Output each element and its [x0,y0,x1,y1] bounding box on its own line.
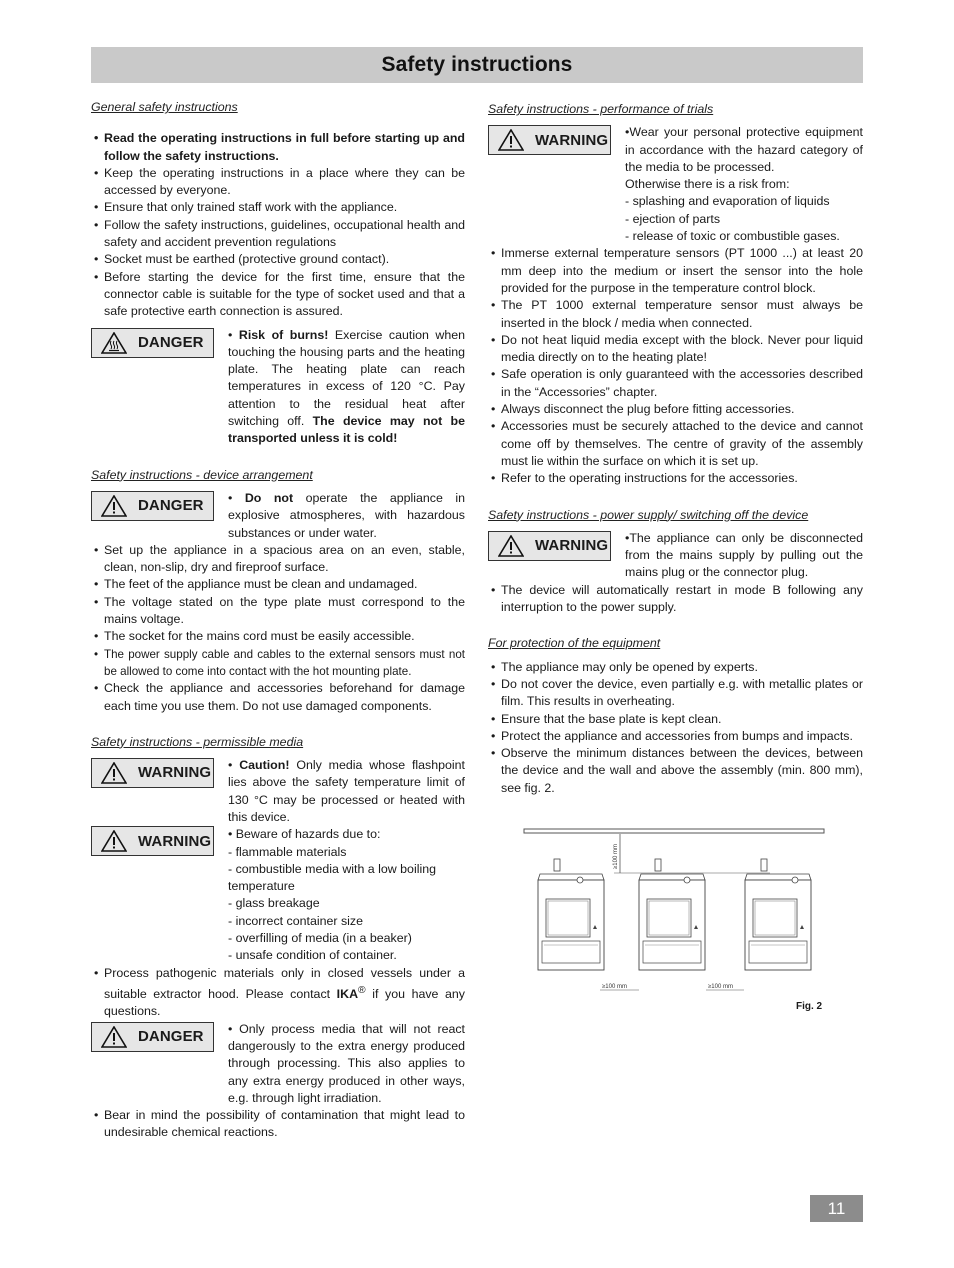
warning-badge [488,125,611,155]
general-item-1: • Read the operating instructions in full before starting up and follow the safety instructions. [91,130,465,165]
hazard-item: - flammable materials [228,844,347,859]
danger-badge [91,491,214,521]
trials-heading: Safety instructions - performance of trials [488,102,714,116]
general-item-2: • Keep the operating instructions in a place where they can be accessed by everyone. [91,165,465,200]
hazards-intro: Beware of hazards due to: [235,827,381,842]
risk-item: - release of toxic or combustible gases. [625,229,840,244]
danger-label: DANGER [138,333,204,351]
warning-triangle-icon [92,830,136,852]
general-item-3: • Ensure that only trained staff work with the appliance. [91,199,465,216]
device-3 [745,859,811,970]
arrangement-item-5: • The power supply cable and cables to the external sensors must not be allowed to come into contact with the hot mounting plate. [91,646,465,681]
pathogenic-tail: if you have any questions. [104,987,465,1019]
protection-item-1: • The appliance may only be opened by experts. [488,659,863,676]
danger-badge [91,1022,214,1052]
general-item-4: • Follow the safety instructions, guidelines, occupational health and safety and accident prevention regulations [91,217,465,252]
hot-surface-warning-icon [92,332,136,354]
hazard-item: - unsafe condition of container. [228,948,397,963]
device-2 [639,859,705,970]
mains-text: The appliance can only be disconnected from the mains supply by pulling out the mains plug or the connector plug. [625,530,863,580]
page-title: Safety instructions [381,53,573,77]
general-item-6: • Before starting the device for the first time, ensure that the connector cable is suitable for the type of socket used and that a safe protective earth connection is assured. [91,269,465,321]
warning-flashpoint-text: • Caution! Only media whose flashpoint lies above the safety temperature limit of 130 °C may be processed or heated with this device. [228,758,465,824]
warning-hazards-box [91,826,465,964]
arrangement-item-2: • The feet of the appliance must be clean and undamaged. [91,576,465,593]
pathogenic-item [91,965,465,1021]
warning-flashpoint-box [91,757,465,826]
warning-badge [91,758,214,788]
warning-badge [488,531,611,561]
media-heading: Safety instructions - permissible media [91,734,304,749]
ppe-text: Wear your personal protective equipment in accordance with the hazard category of the media to be processed. [625,125,863,174]
protection-item-5: • Observe the minimum distances between the devices, between the device and the wall and above the assembly (min. 800 mm), see fig. 2. [488,745,863,797]
protection-heading: For protection of the equipment [488,636,661,651]
warning-triangle-icon [489,535,533,557]
warning-triangle-icon [489,129,533,151]
warning-label: WARNING [138,764,212,782]
dim-gap-1-label: ≥100 mm [602,984,627,990]
danger-label: DANGER [138,1028,204,1046]
title-bar [91,47,863,83]
arrangement-item-6: • Check the appliance and accessories beforehand for damage each time you use them. Do not use damaged components. [91,680,465,715]
contamination-item: • Bear in mind the possibility of contamination that might lead to undesirable chemical reactions. [91,1107,465,1142]
flashpoint-lead: Caution! [239,758,290,773]
protection-item-4: • Protect the appliance and accessories from bumps and impacts. [488,728,863,745]
device-1 [538,859,604,970]
warning-label: WARNING [535,537,609,555]
warning-label: WARNING [138,832,212,850]
burns-tail: The device may not be transported unless it is cold! [228,414,465,446]
risk-item: - splashing and evaporation of liquids [625,194,830,209]
danger-label: DANGER [138,497,204,515]
figure-label: Fig. 2 [796,1001,823,1012]
trials-item-6: • Accessories must be securely attached to the device and cannot come off by themselves. The centre of gravity of the assembly must lie within the surface on which it is set up. [488,418,863,470]
arrangement-heading: Safety instructions - device arrangement [91,467,313,482]
warning-label: WARNING [535,131,609,149]
pathogenic-text: Process pathogenic materials only in closed vessels under a suitable extractor hood. Please contact [104,965,465,1002]
trials-item-1: • Immerse external temperature sensors (PT 1000 ...) at least 20 mm deep into the medium or insert the sensor into the hole provided for the purpose in the temperature control block. [488,245,863,297]
energy-text: Only process media that will not react dangerously to the extra energy produced through processing. This also applies to any extra energy produced in other ways, e.g. through light irradiation. [228,1021,465,1105]
atmosphere-text: operate the appliance in explosive atmospheres, with hazardous substances or under water. [228,490,465,540]
warning-ppe-box [488,124,863,245]
trials-item-7: • Refer to the operating instructions for the accessories. [488,470,863,487]
registered-mark: ® [358,984,366,996]
danger-burns-text: • Risk of burns! Exercise caution when touching the housing parts and the heating plate. The heating plate can reach temperatures in excess of 120 °C. Pay attention to the residual heat after switching off. The device may not be transported unless it is cold! [228,327,466,446]
restart-item: • The device will automatically restart in mode B following any interruption to the power supply. [488,582,863,617]
risk-item: - ejection of parts [625,211,721,226]
left-column [91,97,465,1142]
hazard-item: - incorrect container size [228,913,363,928]
warning-triangle-icon [92,762,136,784]
hazard-item: - overfilling of media (in a beaker) [228,931,412,946]
power-heading: Safety instructions - power supply/ switching off the device [488,507,809,522]
general-item-5: • Socket must be earthed (protective ground contact). [91,251,465,268]
dim-top-label: ≥100 mm [613,844,619,869]
trials-item-5: • Always disconnect the plug before fitting accessories. [488,401,863,418]
arrangement-item-3: • The voltage stated on the type plate must correspond to the mains voltage. [91,594,465,629]
ppe-risk: Otherwise there is a risk from: [625,177,790,192]
arrangement-item-1: • Set up the appliance in a spacious area on an even, stable, clean, non-slip, dry and fireproof surface. [91,542,465,577]
protection-item-3: • Ensure that the base plate is kept clean. [488,711,863,728]
general-heading: General safety instructions [91,100,238,114]
warning-mains-text: •The appliance can only be disconnected from the mains supply by pulling out the mains plug or the connector plug. [625,530,863,580]
warning-ppe-text: •Wear your personal protective equipment in accordance with the hazard category of the media to be processed. Otherwise there is a risk from: - splashing and evaporation of liquids - ejection of parts - release of toxic or combustible gases. [611,124,863,245]
danger-atmosphere-box [91,490,465,542]
arrangement-item-4: • The socket for the mains cord must be easily accessible. [91,628,465,645]
danger-atmosphere-text: • Do not operate the appliance in explosive atmospheres, with hazardous substances or under water. [228,490,465,540]
warning-badge [91,826,214,856]
flashpoint-text: Only media whose flashpoint lies above the safety temperature limit of 130 °C may be processed or heated with this device. [228,758,465,824]
burns-text: Exercise caution when touching the housing parts and the heating plate. The heating plate can reach temperatures in excess of 120 °C. Pay attention to the residual heat after switching off. [228,327,466,429]
warning-hazards-text: • Beware of hazards due to: - flammable materials - combustible media with a low boiling temperature - glass breakage - incorrect container size - overfilling of media (in a beaker) - unsafe condition of container. [214,826,465,964]
protection-item-2: • Do not cover the device, even partially e.g. with metallic plates or film. This results in overheating. [488,676,863,711]
warning-triangle-icon [92,1026,136,1048]
ika-brand: IKA [336,987,359,1002]
warning-mains-box [488,530,863,582]
danger-badge [91,328,214,358]
figure-2-device-spacing [522,825,826,1020]
trials-item-2: • The PT 1000 external temperature sensor must always be inserted in the block / media when connected. [488,297,863,332]
ceiling-line [524,829,824,833]
danger-energy-box [91,1021,465,1107]
burns-lead: Risk of burns! [238,327,329,342]
page-number: 11 [810,1195,863,1222]
dim-gap-2-label: ≥100 mm [708,984,733,990]
trials-item-4: • Safe operation is only guaranteed with the accessories described in the “Accessories” chapter. [488,366,863,401]
warning-triangle-icon [92,495,136,517]
danger-burns-box [91,327,465,448]
trials-item-3: • Do not heat liquid media except with the block. Never pour liquid media directly on to the heating plate! [488,332,863,367]
right-column [488,99,863,797]
hazard-item: - combustible media with a low boiling temperature [228,861,436,894]
hazard-item: - glass breakage [228,896,320,911]
danger-energy-text: • Only process media that will not react dangerously to the extra energy produced through processing. This also applies to any extra energy produced in other ways, e.g. through light irradiation. [228,1021,465,1105]
atmosphere-lead: Do not [244,490,294,505]
